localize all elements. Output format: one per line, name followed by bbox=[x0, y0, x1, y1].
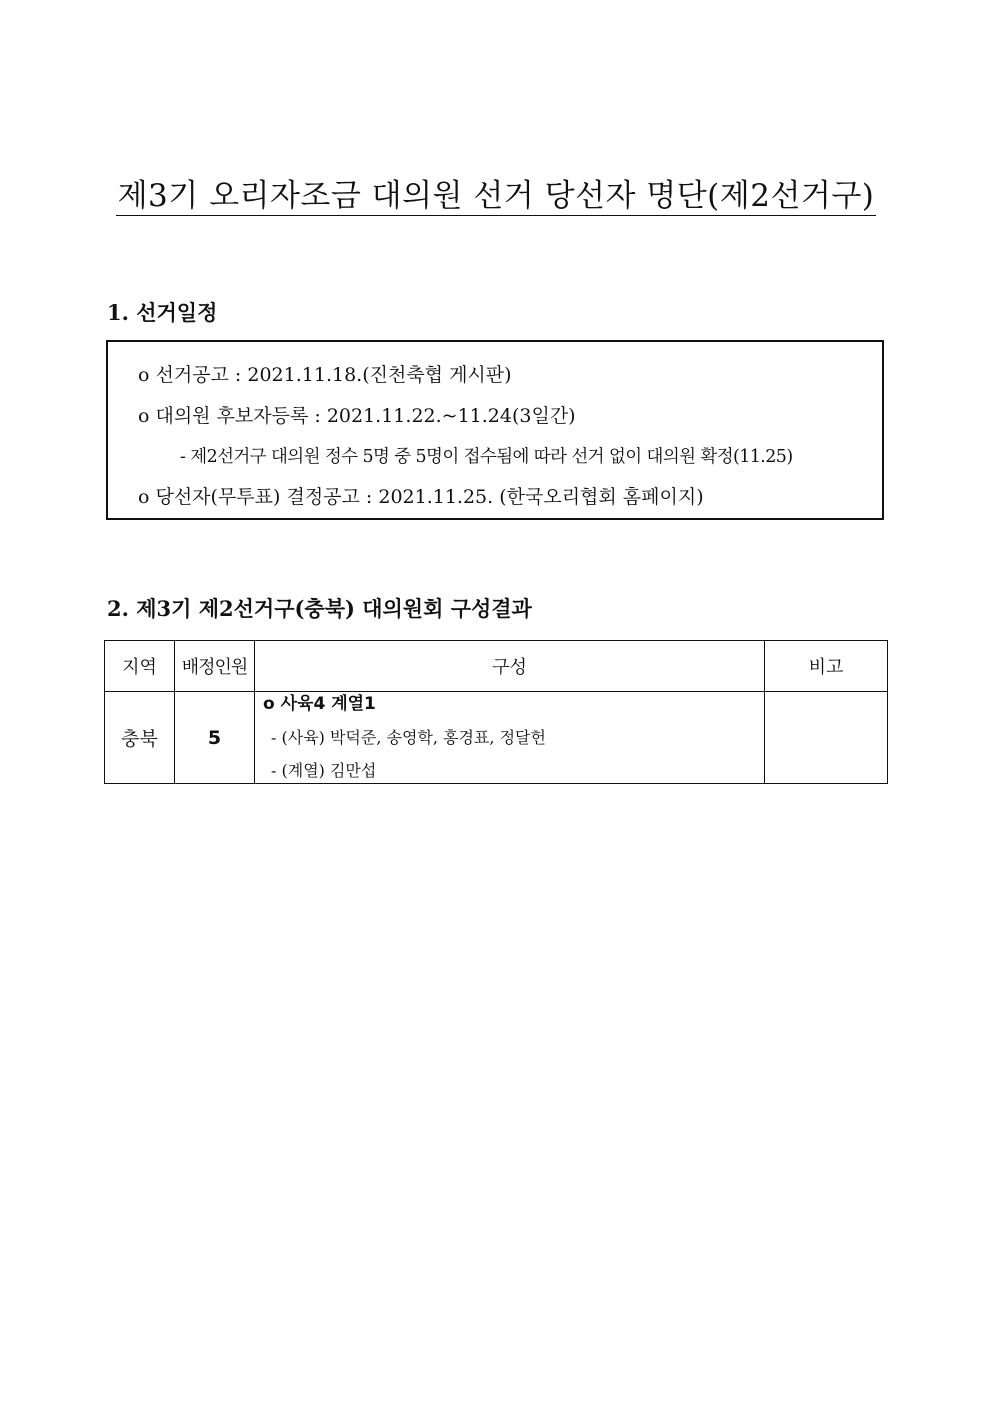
schedule-result-line: o 당선자(무투표) 결정공고 : 2021.11.25. (한국오리협회 홈페이지) bbox=[138, 486, 704, 508]
cell-note bbox=[765, 692, 888, 784]
composition-summary: o 사육4 계열1 bbox=[263, 694, 376, 714]
header-composition: 구성 bbox=[255, 641, 765, 692]
header-note: 비고 bbox=[765, 641, 888, 692]
cell-allocated-count: 5 bbox=[175, 692, 255, 784]
composition-breeding-line: - (사육) 박덕준, 송영학, 홍경표, 정달헌 bbox=[271, 728, 546, 747]
header-allocated-count: 배정인원 bbox=[175, 641, 255, 692]
schedule-note-line: - 제2선거구 대의원 정수 5명 중 5명이 접수됨에 따라 선거 없이 대의원 확정(11.25) bbox=[180, 447, 793, 467]
schedule-box bbox=[106, 340, 884, 520]
cell-region: 충북 bbox=[105, 692, 175, 784]
composition-integrator-line: - (계열) 김만섭 bbox=[271, 761, 377, 780]
schedule-announcement-line: o 선거공고 : 2021.11.18.(진천축협 게시판) bbox=[138, 364, 512, 386]
table-row bbox=[105, 692, 888, 784]
document-title bbox=[0, 174, 992, 218]
schedule-registration-line: o 대의원 후보자등록 : 2021.11.22.~11.24(3일간) bbox=[138, 405, 576, 427]
header-region: 지역 bbox=[105, 641, 175, 692]
section-heading-composition: 2. 제3기 제2선거구(충북) 대의원회 구성결과 bbox=[107, 596, 532, 621]
composition-table bbox=[104, 640, 888, 784]
cell-composition bbox=[255, 692, 765, 784]
document-title-text: 제3기 오리자조금 대의원 선거 당선자 명단(제2선거구) bbox=[117, 178, 875, 214]
section-heading-schedule: 1. 선거일정 bbox=[107, 300, 218, 325]
table-header-row bbox=[105, 641, 888, 692]
